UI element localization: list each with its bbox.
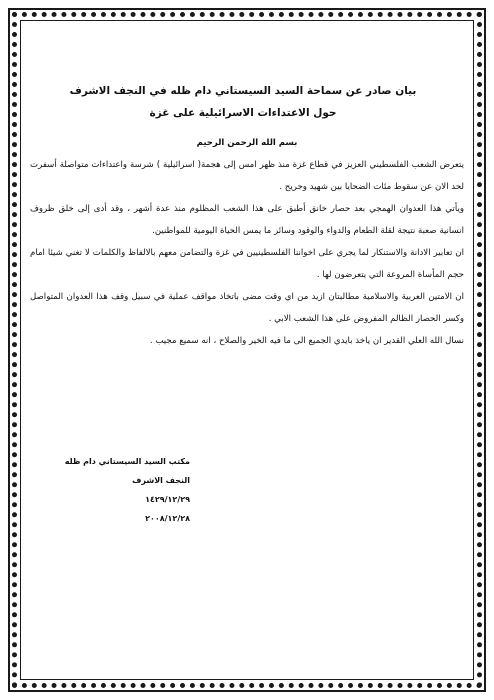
paragraph-prayer: نسال الله العلي القدير ان ياخذ بايدي الجميع الى ما فيه الخير والصلاح ، انه سميع مجيب . — [149, 336, 464, 346]
paragraph-attack: يتعرض الشعب الفلسطيني العزيز في قطاع غزة منذ ظهر امس إلى هجمة( اسرائيلية ) شرسة واعتداءات متواصلة أسفرت لحد الان عن سقوط مئات الضحايا بين شهيد وجريح . — [30, 160, 464, 192]
signature-block — [60, 452, 190, 528]
signature-hijri-date: ١٤٢٩/١٢/٢٩ — [145, 495, 190, 504]
paragraph-call-to-action: ان الامتين العربية والاسلامية مطالبتان ازيد من اي وقت مضى باتخاذ مواقف عملية في سبيل وقف هذا العدوان المتواصل وكسر الحصار الظالم المفروض على هذا الشعب الابي . — [30, 292, 464, 324]
paragraph-siege: ويأتي هذا العدوان الهمجي بعد حصار خانق أطبق على هذا الشعب المظلوم منذ عدة أشهر ، وقد أدى إلى خلق ظروف انسانية صعبة نتيجة لقلة الطعام والدواء والوقود وسائر ما يمس الحياة اليومية للمواطنين. — [30, 204, 464, 236]
signature-city: النجف الاشرف — [132, 476, 190, 485]
statement-document — [30, 80, 464, 352]
document-title-line1: بيان صادر عن سماحة السيد السيستاني دام ظله في النجف الاشرف — [69, 85, 417, 97]
signature-office: مكتب السيد السيستاني دام ظله — [64, 457, 190, 466]
signature-gregorian-date: ٢٠٠٨/١٢/٢٨ — [145, 514, 190, 523]
basmala: بسم الله الرحمن الرحيم — [196, 138, 298, 148]
document-title-line2: حول الاعتداءات الاسرائيلية على غزة — [149, 107, 337, 119]
paragraph-condemnation: ان تعابير الادانة والاستنكار لما يجري على اخواننا الفلسطينيين في غزة والتضامن معهم بالالفاظ والكلمات لا تغني شيئا امام حجم المأساة المروعة التي يتعرضون لها . — [30, 248, 464, 280]
